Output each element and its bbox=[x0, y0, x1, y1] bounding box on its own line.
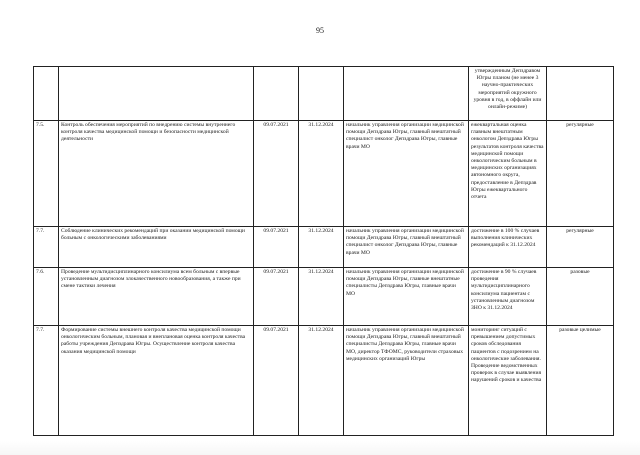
cell-end: 31.12.2024 bbox=[299, 227, 344, 268]
table-row bbox=[34, 268, 614, 326]
cell-num: 7.7. bbox=[34, 326, 59, 436]
cell-frequency bbox=[547, 67, 614, 121]
cell-num bbox=[34, 67, 59, 121]
cell-task: Формирование системы внешнего контроля качества медицинской помощи онкологическим больным, плановая и внеплановая оценка контроля качества работы учреждения Депздрава Югры. Осуществление контроля качества оказания медицинской помощи bbox=[59, 326, 254, 436]
cell-task bbox=[59, 67, 254, 121]
table-row bbox=[34, 121, 614, 227]
cell-end: 31.12.2024 bbox=[299, 121, 344, 227]
cell-start: 09.07.2021 bbox=[254, 227, 299, 268]
cell-frequency: регулярные bbox=[547, 227, 614, 268]
cell-frequency: разовые целимые bbox=[547, 326, 614, 436]
cell-num: 7.7. bbox=[34, 227, 59, 268]
cell-num: 7.5. bbox=[34, 121, 59, 227]
cell-frequency: разовые bbox=[547, 268, 614, 326]
cell-start: 09.07.2021 bbox=[254, 268, 299, 326]
cell-end bbox=[299, 67, 344, 121]
cell-start bbox=[254, 67, 299, 121]
cell-end: 31.12.2024 bbox=[299, 268, 344, 326]
cell-end: 31.12.2024 bbox=[299, 326, 344, 436]
cell-indicator: достижение в 100 % случаев выполнения клинических рекомендаций к 31.12.2024 bbox=[469, 227, 547, 268]
cell-responsible: начальник управления организации медицинской помощи Депздрава Югры, главный внештатный специалист онколог Депздрава Югры, главные врачи МО bbox=[344, 121, 469, 227]
page-number: 95 bbox=[316, 26, 324, 35]
cell-indicator: ежеквартальная оценка главным внештатным онкологом Депздрава Югры результатов контроля качества медицинской помощи онкологическим больным в медицинских организациях автономного округа, предоставление в Депздрав Югры ежеквартального отчета bbox=[469, 121, 547, 227]
scan-shading bbox=[0, 441, 640, 455]
cell-responsible: начальник управления организации медицинской помощи Депздрава Югры, главный внештатный специалист онколог Депздрава Югры, главные врачи МО bbox=[344, 227, 469, 268]
cell-indicator: утвержденным Депздравом Югры планом (не менее 3 научно-практических мероприятий окружного уровня в год, в оффлайн или онлайн-режиме) bbox=[469, 67, 547, 121]
cell-start: 09.07.2021 bbox=[254, 326, 299, 436]
cell-responsible bbox=[344, 67, 469, 121]
measures-table bbox=[33, 66, 614, 436]
cell-indicator: достижение в 90 % случаев проведения мультидисциплинарного консилиума пациентам с установленным диагнозом ЗНО к 31.12.2024 bbox=[469, 268, 547, 326]
cell-task: Проведение мультидисциплинарного консилиума всем больным с впервые установленным диагнозом злокачественного новообразования, а также при смене тактики лечения bbox=[59, 268, 254, 326]
table-row-continuation bbox=[34, 67, 614, 121]
cell-indicator: мониторинг ситуаций с превышением допустимых сроков обследования пациентов с подозрением на онкологические заболевания. Проведение ведомственных проверок в случае выявления нарушений сроков и качества bbox=[469, 326, 547, 436]
cell-task: Соблюдение клинических рекомендаций при оказании медицинской помощи больным с онкологическими заболеваниями bbox=[59, 227, 254, 268]
cell-start: 09.07.2021 bbox=[254, 121, 299, 227]
cell-num: 7.6. bbox=[34, 268, 59, 326]
cell-task: Контроль обеспечения мероприятий по внедрению системы внутреннего контроля качества медицинской помощи и безопасности медицинской деятельности bbox=[59, 121, 254, 227]
table-row bbox=[34, 326, 614, 436]
table-row bbox=[34, 227, 614, 268]
cell-responsible: начальник управления организации медицинской помощи Депздрава Югры, главный внештатный специалисты Депздрава Югры, главные врачи МО, директор ТФОМС, руководители страховых медицинских организаций Югры bbox=[344, 326, 469, 436]
cell-frequency: регулярные bbox=[547, 121, 614, 227]
cell-responsible: начальник управления организации медицинской помощи Депздрава Югры, главные внештатные специалисты Депздрава Югры, главные врачи МО bbox=[344, 268, 469, 326]
